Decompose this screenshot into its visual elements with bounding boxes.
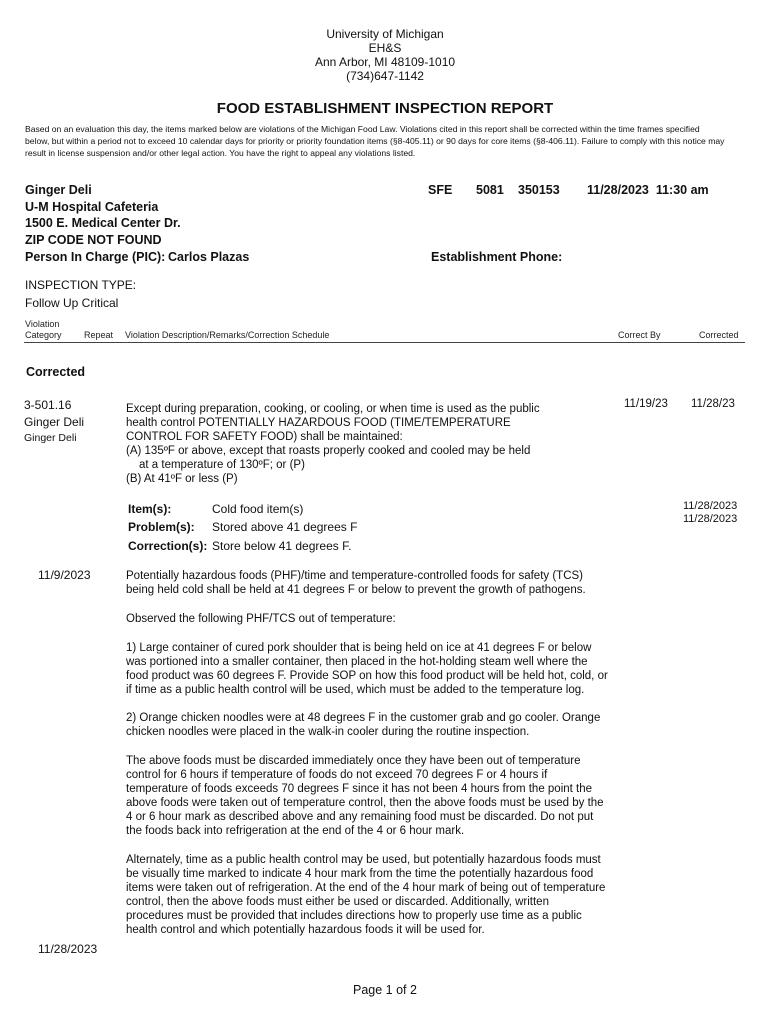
remarks-line: The above foods must be discarded immediately once they have been out of temperature bbox=[126, 755, 581, 767]
establishment-code-2: 350153 bbox=[518, 183, 560, 197]
remarks-line: control, then the above foods must either be used or discarded. Additionally, written bbox=[126, 896, 549, 908]
remarks-line: control for 6 hours if temperature of foods do not exceed 70 degrees F or 4 hours if bbox=[126, 769, 548, 781]
description-line: at a temperature of 130ºF; or (P) bbox=[139, 459, 305, 471]
col-repeat: Repeat bbox=[84, 330, 114, 340]
establishment-zip: ZIP CODE NOT FOUND bbox=[25, 233, 162, 247]
col-description: Violation Description/Remarks/Correction Schedule bbox=[125, 330, 330, 340]
remarks-paragraph-5 bbox=[126, 754, 666, 838]
correction-value: Store below 41 degrees F. bbox=[212, 539, 352, 553]
description-line: health control POTENTIALLY HAZARDOUS FOOD (TIME/TEMPERATURE bbox=[126, 417, 511, 429]
remarks-line: Observed the following PHF/TCS out of temperature: bbox=[126, 613, 396, 625]
establishment-phone-label: Establishment Phone: bbox=[431, 250, 563, 264]
remarks-line: was portioned into a smaller container, then placed in the hot-holding steam well where the bbox=[126, 656, 588, 668]
org-name: University of Michigan bbox=[326, 27, 444, 41]
problem-label: Problem(s): bbox=[128, 520, 195, 534]
sfe-label: SFE bbox=[428, 183, 453, 197]
establishment-address: 1500 E. Medical Center Dr. bbox=[25, 216, 181, 230]
pic-name: Carlos Plazas bbox=[168, 250, 250, 264]
pic-label: Person In Charge (PIC): bbox=[25, 250, 166, 264]
remarks-line: Potentially hazardous foods (PHF)/time and temperature-controlled foods for safety (TCS) bbox=[126, 570, 584, 582]
remarks-line: being held cold shall be held at 41 degrees F or below to prevent the growth of pathogens. bbox=[126, 584, 586, 596]
violation-establishment-small: Ginger Deli bbox=[24, 432, 77, 444]
description-line: CONTROL FOR SAFETY FOOD) shall be maintained: bbox=[126, 431, 403, 443]
violation-establishment: Ginger Deli bbox=[24, 415, 85, 429]
report-title: FOOD ESTABLISHMENT INSPECTION REPORT bbox=[216, 100, 554, 117]
remarks-line: food product was 60 degrees F. Provide SOP on how this food product will be held hot, cold, or bbox=[126, 670, 608, 682]
inspection-datetime: 11/28/2023 11:30 am bbox=[587, 183, 709, 197]
correct-by-date: 11/19/23 bbox=[624, 398, 668, 410]
bottom-date: 11/28/2023 bbox=[38, 942, 98, 956]
section-corrected: Corrected bbox=[26, 365, 86, 379]
remarks-line: temperature of foods exceeds 70 degrees F since it has not been 4 hours from the point the bbox=[126, 783, 593, 795]
description-line: (A) 135ºF or above, except that roasts properly cooked and cooled may be held bbox=[126, 445, 531, 457]
remarks-line: chicken noodles were placed in the walk-in cooler during the routine inspection. bbox=[126, 726, 530, 738]
item-value: Cold food item(s) bbox=[212, 502, 304, 516]
establishment-code-1: 5081 bbox=[476, 183, 504, 197]
problem-corrected-date: 11/28/2023 bbox=[683, 513, 738, 525]
remarks-line: health control and which potentially hazardous foods it will be used for. bbox=[126, 924, 485, 936]
page-number: Page 1 of 2 bbox=[353, 983, 417, 997]
col-corrected: Corrected bbox=[699, 330, 739, 340]
description-line: (B) At 41ºF or less (P) bbox=[126, 473, 238, 485]
dept-name: EH&S bbox=[368, 41, 402, 55]
remarks-line: 4 or 6 hour mark as described above and any remaining food must be discarded. Do not put bbox=[126, 811, 594, 823]
col-category: Category bbox=[25, 330, 62, 340]
violation-code: 3-501.16 bbox=[24, 398, 72, 412]
item-corrected-date: 11/28/2023 bbox=[683, 500, 738, 512]
remarks-line: Alternately, time as a public health control may be used, but potentially hazardous foods must bbox=[126, 854, 601, 866]
remarks-line: procedures must be provided that includes directions how to properly use time as a public bbox=[126, 910, 582, 922]
org-phone: (734)647-1142 bbox=[346, 69, 424, 83]
description-line: Except during preparation, cooking, or cooling, or when time is used as the public bbox=[126, 403, 540, 415]
remarks-line: above foods were taken out of temperature control, then the above foods must be used by the bbox=[126, 797, 604, 809]
remarks-paragraph-6 bbox=[126, 853, 666, 937]
inspection-type-value: Follow Up Critical bbox=[25, 296, 119, 310]
remarks-line: 1) Large container of cured pork shoulder that is being held on ice at 41 degrees F or below bbox=[126, 642, 592, 654]
remarks-paragraph-3 bbox=[126, 641, 666, 697]
item-label: Item(s): bbox=[128, 502, 172, 516]
header-divider bbox=[24, 342, 745, 343]
problem-value: Stored above 41 degrees F bbox=[212, 520, 358, 534]
remarks-line: if time as a public health control will be used, which must be added to the temperature log. bbox=[126, 684, 585, 696]
remarks-line: be visually time marked to indicate 4 hour mark from the time the potentially hazardous food bbox=[126, 868, 594, 880]
remarks-line: 2) Orange chicken noodles were at 48 degrees F in the customer grab and go cooler. Orange bbox=[126, 712, 601, 724]
intro-text: Based on an evaluation this day, the items marked below are violations of the Michigan Food Law. Violations cited in this report shall be corrected within the time frames specified below, but within a period not to exceed 10 calendar days for priority or priority foundation items (§8-405.11) or 90 days for core items (§8-406.11). Failure to comply with this notice may result in license suspension and/or other legal action. You have the right to appeal any violations listed. bbox=[25, 124, 725, 158]
col-correct-by: Correct By bbox=[618, 330, 661, 340]
corrected-date: 11/28/23 bbox=[691, 398, 735, 410]
remarks-line: the foods back into refrigeration at the end of the 4 or 6 hour mark. bbox=[126, 825, 465, 837]
establishment-location: U-M Hospital Cafeteria bbox=[25, 200, 159, 214]
org-address: Ann Arbor, MI 48109-1010 bbox=[314, 55, 456, 69]
remarks-paragraph-2 bbox=[126, 612, 666, 626]
col-violation: Violation bbox=[25, 319, 60, 329]
correction-label: Correction(s): bbox=[128, 539, 208, 553]
remarks-paragraph-1 bbox=[126, 569, 666, 597]
violation-description bbox=[126, 402, 666, 486]
establishment-name: Ginger Deli bbox=[25, 183, 92, 197]
remarks-date: 11/9/2023 bbox=[38, 568, 91, 582]
remarks-paragraph-4 bbox=[126, 711, 666, 739]
remarks-line: items were taken out of refrigeration. At the end of the 4 hour mark of being out of temperature bbox=[126, 882, 606, 894]
inspection-type-label: INSPECTION TYPE: bbox=[25, 278, 137, 292]
